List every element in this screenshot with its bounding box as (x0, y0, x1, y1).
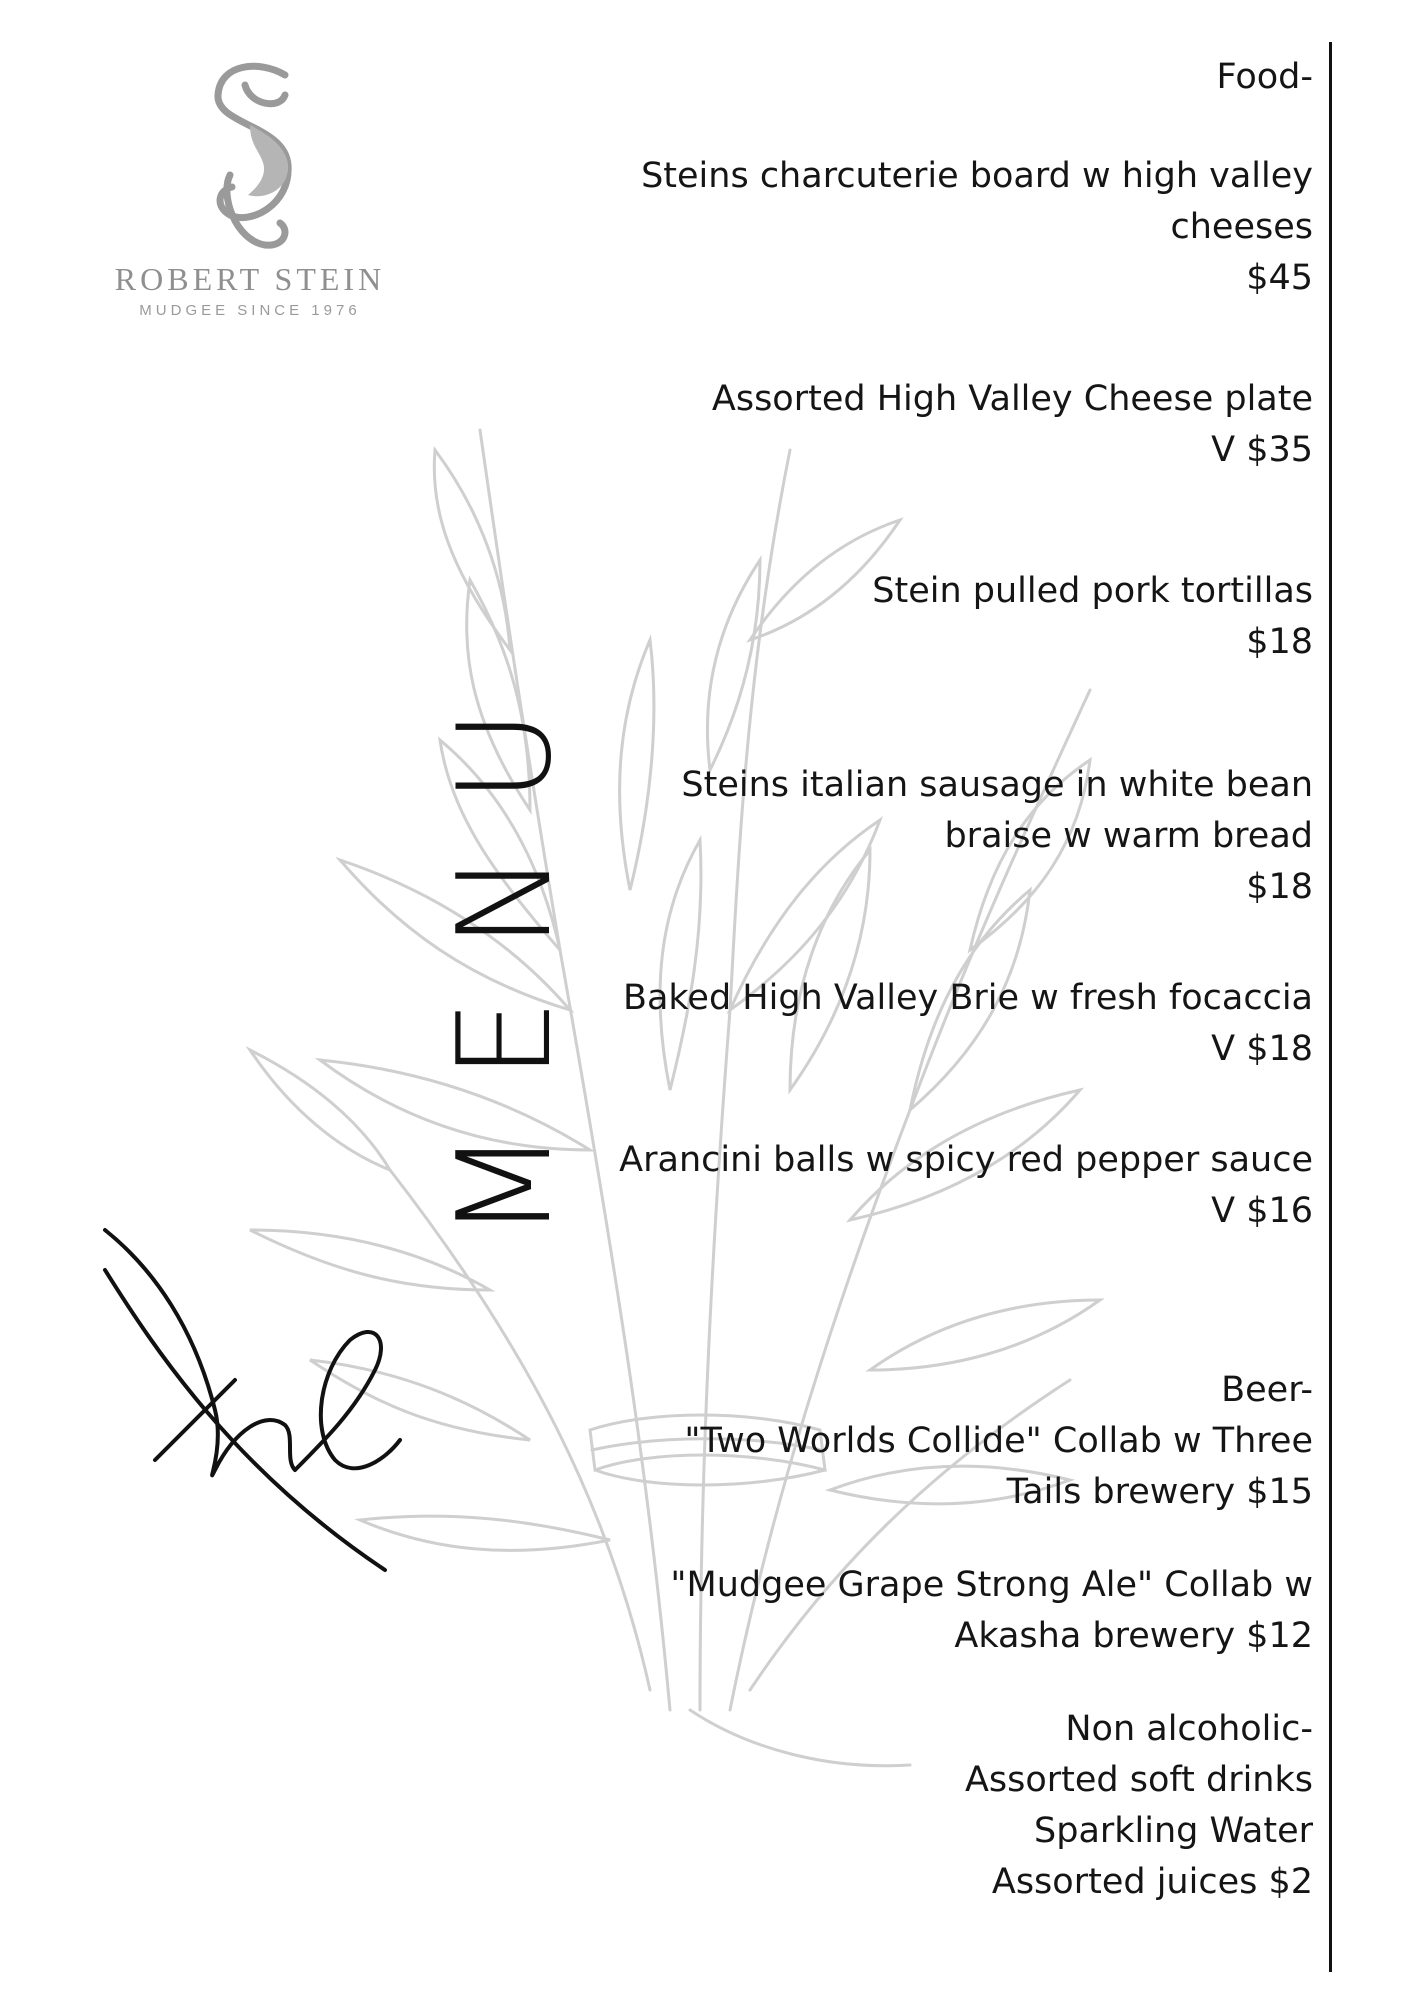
item-name-line: Arancini balls w spicy red pepper sauce (619, 1140, 1313, 1180)
menu-item (553, 1560, 1313, 1662)
item-name-line: Assorted High Valley Cheese plate (711, 379, 1313, 419)
item-name-line: Steins charcuterie board w high valley (641, 156, 1313, 196)
menu-item (553, 973, 1313, 1075)
beer-heading: Beer- (1221, 1370, 1313, 1410)
menu-item (553, 374, 1313, 476)
item-name-line: braise w warm bread (944, 816, 1313, 856)
non-alcoholic-heading: Non alcoholic- (1065, 1709, 1313, 1749)
item-name-line: "Mudgee Grape Strong Ale" Collab w (670, 1565, 1313, 1605)
vertical-divider (1329, 42, 1332, 1972)
brand-logo (95, 55, 405, 365)
item-price: V $18 (1211, 1029, 1313, 1069)
item-price: V $16 (1211, 1191, 1313, 1231)
item-price: $18 (1246, 867, 1313, 907)
item-name-line: Steins italian sausage in white bean (681, 765, 1313, 805)
item-name-line: cheeses (1170, 207, 1313, 247)
menu-item (553, 566, 1313, 668)
menu-item (553, 1135, 1313, 1237)
menu-content (553, 52, 1313, 1908)
item-name-line: "Two Worlds Collide" Collab w Three (684, 1421, 1313, 1461)
drink-item: Assorted soft drinks (964, 1760, 1313, 1800)
drink-item: Assorted juices $2 (991, 1862, 1313, 1902)
menu-item (553, 760, 1313, 913)
item-name-line: Tails brewery $15 (1006, 1472, 1313, 1512)
food-heading: Food- (1216, 57, 1313, 97)
item-name-line: Baked High Valley Brie w fresh focaccia (622, 978, 1313, 1018)
item-name-line: Stein pulled pork tortillas (872, 571, 1313, 611)
item-name-line: Akasha brewery $12 (954, 1616, 1313, 1656)
menu-item (553, 151, 1313, 304)
item-price: V $35 (1211, 430, 1313, 470)
menu-item (553, 1416, 1313, 1518)
drink-item: Sparkling Water (1034, 1811, 1313, 1851)
monogram-s-icon (190, 55, 310, 255)
brand-tagline: MUDGEE SINCE 1976 (139, 302, 361, 319)
brand-name: ROBERT STEIN (114, 261, 386, 297)
item-price: $18 (1246, 622, 1313, 662)
item-price: $45 (1246, 258, 1313, 298)
menu-title: MENU (431, 659, 580, 1240)
the-script-title (95, 1210, 425, 1590)
